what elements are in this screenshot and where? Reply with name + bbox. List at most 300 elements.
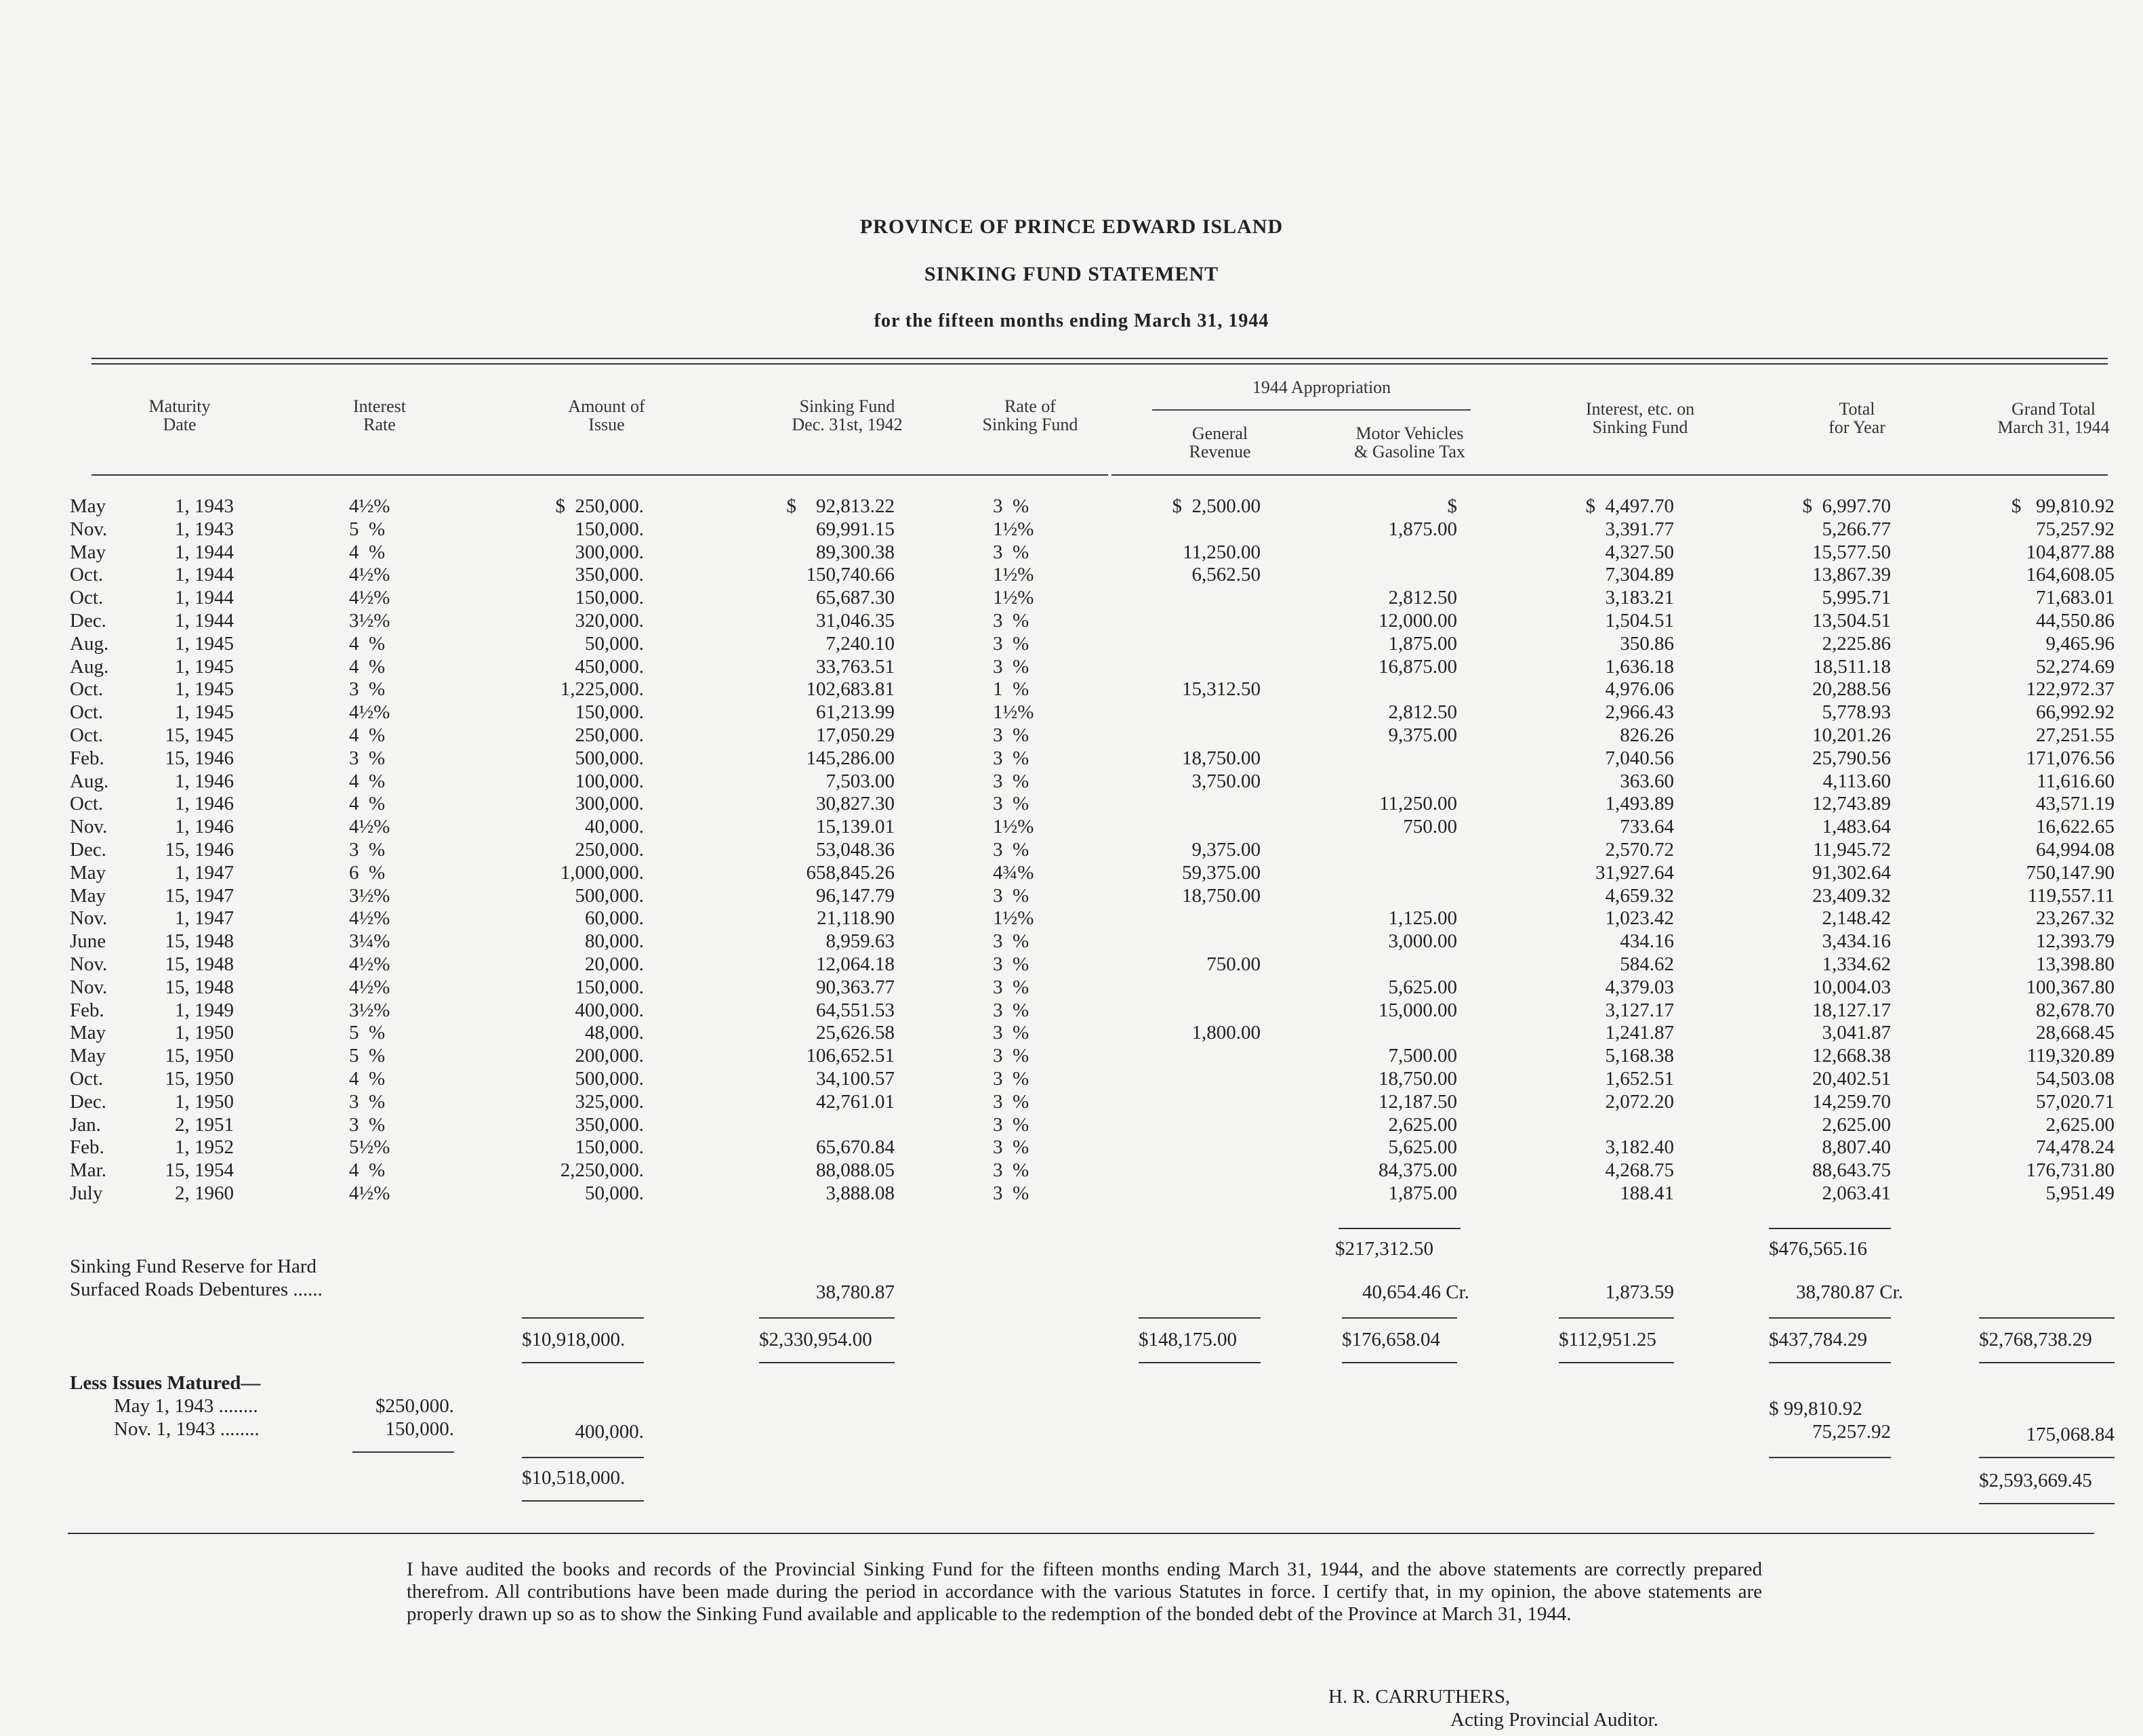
table-row [0, 563, 2143, 586]
cell-general-revenue: 3,750.00 [1191, 770, 1261, 792]
less-total-item1: $ 99,810.92 [1769, 1398, 1862, 1420]
cell-interest: 1,636.18 [1605, 655, 1674, 678]
cell-amount-of-issue: 60,000. [585, 907, 644, 930]
cell-rate-of-sinking: 1½% [993, 587, 1034, 609]
total-underline-motor [1342, 1362, 1457, 1363]
cell-interest: 4,327.50 [1605, 541, 1674, 563]
cell-interest: 4,659.32 [1605, 884, 1674, 907]
auditor-title: Acting Provincial Auditor. [1450, 1709, 1658, 1731]
table-row [0, 770, 2143, 793]
cell-maturity-day: 1, 1945 [175, 701, 234, 724]
cell-motor-vehicles: 2,812.50 [1388, 587, 1457, 609]
cell-maturity-month: May [70, 541, 106, 563]
less-amount-rule [522, 1457, 644, 1458]
cell-grand-total: 44,550.86 [2036, 610, 2115, 632]
cell-rate-of-sinking: 3 % [993, 1045, 1029, 1067]
reserve-motor-vehicles: 40,654.46 Cr. [1362, 1281, 1469, 1303]
cell-amount-of-issue: 50,000. [585, 1182, 644, 1204]
table-row [0, 999, 2143, 1022]
total-for-year: $437,784.29 [1769, 1329, 1867, 1350]
cell-motor-vehicles: 9,375.00 [1388, 724, 1457, 746]
cell-maturity-day: 1, 1943 [175, 495, 234, 517]
cell-maturity-day: 2, 1951 [175, 1113, 234, 1136]
cell-interest: 4,379.03 [1605, 976, 1674, 998]
cell-interest: 350.86 [1620, 632, 1674, 655]
subtotal-total-for-year: $476,565.16 [1769, 1238, 1867, 1260]
cell-maturity-day: 15, 1948 [165, 976, 234, 998]
cell-rate-of-sinking: 3 % [993, 632, 1029, 655]
total-underline-general [1139, 1362, 1261, 1363]
cell-interest-rate: 3 % [349, 1113, 386, 1136]
cell-maturity-day: 2, 1960 [175, 1182, 234, 1204]
cell-maturity-month: May [70, 495, 106, 517]
cell-interest: 434.16 [1620, 930, 1674, 953]
cell-motor-vehicles: 1,875.00 [1388, 518, 1457, 540]
cell-general-revenue: 750.00 [1206, 953, 1261, 975]
table-row [0, 930, 2143, 953]
total-motor-vehicles: $176,658.04 [1342, 1329, 1440, 1350]
header-amount-of-issue: Amount of Issue [568, 396, 645, 434]
header-bottom-rule [91, 474, 1108, 476]
cell-interest: 1,504.51 [1605, 610, 1674, 632]
cell-rate-of-sinking: 3 % [993, 770, 1029, 792]
cell-rate-of-sinking: 3 % [993, 1159, 1029, 1182]
table-row [0, 1044, 2143, 1067]
cell-interest-rate: 4½% [349, 701, 390, 724]
cell-motor-vehicles: 7,500.00 [1388, 1045, 1457, 1067]
total-interest: $112,951.25 [1559, 1329, 1656, 1350]
cell-interest-rate: 4 % [349, 632, 386, 655]
cell-grand-total: 82,678.70 [2036, 999, 2115, 1021]
cell-sinking-fund: 21,118.90 [817, 907, 895, 930]
cell-amount-of-issue: 150,000. [575, 976, 644, 998]
cell-motor-vehicles: 84,375.00 [1379, 1159, 1457, 1182]
total-rule-grand [1979, 1317, 2115, 1319]
cell-sinking-fund: 145,286.00 [806, 747, 895, 769]
cell-rate-of-sinking: 3 % [993, 655, 1029, 678]
cell-total-for-year: 2,063.41 [1822, 1182, 1891, 1204]
cell-interest: 1,023.42 [1605, 907, 1674, 930]
cell-maturity-day: 15, 1946 [165, 747, 234, 769]
header-bottom-rule-right [1111, 474, 2108, 476]
table-row [0, 724, 2143, 747]
cell-maturity-day: 1, 1952 [175, 1136, 234, 1159]
statement-period: for the fifteen months ending March 31, 1944 [874, 310, 1269, 331]
cell-motor-vehicles: $ [1447, 495, 1457, 517]
table-row [0, 586, 2143, 609]
cell-interest-rate: 5 % [349, 518, 386, 540]
cell-interest-rate: 4½% [349, 1182, 390, 1204]
cell-rate-of-sinking: 3 % [993, 1022, 1029, 1044]
cell-interest-rate: 4½% [349, 953, 390, 975]
cell-interest-rate: 3½% [349, 999, 390, 1021]
cell-interest-rate: 5 % [349, 1045, 386, 1067]
cell-sinking-fund: 65,687.30 [816, 587, 895, 609]
cell-total-for-year: 11,945.72 [1813, 839, 1891, 861]
cell-interest: 1,493.89 [1605, 793, 1674, 815]
cell-maturity-month: Oct. [70, 678, 104, 701]
net-grand-underline [1979, 1503, 2115, 1504]
cell-rate-of-sinking: 3 % [993, 1113, 1029, 1136]
total-sinking-fund: $2,330,954.00 [759, 1329, 872, 1350]
less-amount: 400,000. [575, 1421, 644, 1443]
table-row [0, 1159, 2143, 1182]
total-underline-amount [522, 1362, 644, 1363]
cell-interest-rate: 4½% [349, 976, 390, 998]
table-row [0, 541, 2143, 564]
cell-total-for-year: 15,577.50 [1812, 541, 1891, 563]
cell-rate-of-sinking: 3 % [993, 793, 1029, 815]
cell-maturity-day: 1, 1943 [175, 518, 234, 540]
cell-motor-vehicles: 5,625.00 [1388, 1136, 1457, 1159]
header-interest-rate: Interest Rate [353, 396, 406, 434]
cell-maturity-day: 15, 1948 [165, 930, 234, 953]
cell-maturity-month: Oct. [70, 587, 104, 609]
cell-grand-total: 11,616.60 [2037, 770, 2115, 792]
cell-maturity-month: Oct. [70, 724, 104, 746]
cell-interest: 1,652.51 [1605, 1068, 1674, 1090]
cell-motor-vehicles: 18,750.00 [1379, 1068, 1457, 1090]
total-grand: $2,768,738.29 [1979, 1329, 2092, 1350]
cell-grand-total: 57,020.71 [2036, 1090, 2115, 1113]
cell-maturity-month: Nov. [70, 518, 108, 540]
table-row [0, 1067, 2143, 1090]
cell-motor-vehicles: 12,187.50 [1379, 1090, 1457, 1113]
cell-maturity-month: May [70, 1045, 106, 1067]
table-row [0, 976, 2143, 999]
cell-maturity-day: 1, 1946 [175, 793, 234, 815]
cell-grand-total: 23,267.32 [2036, 907, 2115, 930]
cell-sinking-fund: 88,088.05 [816, 1159, 895, 1182]
cell-interest: 363.60 [1620, 770, 1674, 792]
cell-maturity-day: 1, 1946 [175, 770, 234, 792]
cell-total-for-year: 20,288.56 [1812, 678, 1891, 701]
cell-interest-rate: 3¼% [349, 930, 390, 953]
cell-maturity-day: 1, 1950 [175, 1090, 234, 1113]
cell-motor-vehicles: 12,000.00 [1379, 610, 1457, 632]
cell-interest-rate: 3 % [349, 1090, 386, 1113]
cell-rate-of-sinking: 1½% [993, 518, 1034, 540]
less-total-rule [1769, 1457, 1891, 1458]
cell-sinking-fund: 90,363.77 [816, 976, 895, 998]
cell-rate-of-sinking: 1½% [993, 816, 1034, 838]
cell-total-for-year: 13,504.51 [1812, 610, 1891, 632]
cell-amount-of-issue: 40,000. [585, 816, 644, 838]
cell-general-revenue: 11,250.00 [1183, 541, 1261, 563]
cell-motor-vehicles: 2,812.50 [1388, 701, 1457, 724]
cell-maturity-day: 15, 1954 [165, 1159, 234, 1182]
table-row [0, 518, 2143, 541]
cell-grand-total: 2,625.00 [2045, 1113, 2115, 1136]
cell-total-for-year: 5,266.77 [1822, 518, 1891, 540]
less-grand-total: 175,068.84 [2026, 1424, 2115, 1445]
cell-motor-vehicles: 16,875.00 [1379, 655, 1457, 678]
cell-sinking-fund: 33,763.51 [816, 655, 895, 678]
cell-total-for-year: 91,302.64 [1812, 861, 1891, 884]
cell-maturity-day: 15, 1950 [165, 1045, 234, 1067]
cell-sinking-fund: 25,626.58 [816, 1022, 895, 1044]
cell-amount-of-issue: 400,000. [575, 999, 644, 1021]
cell-rate-of-sinking: 3 % [993, 839, 1029, 861]
cell-general-revenue: $ 2,500.00 [1172, 495, 1261, 517]
cell-amount-of-issue: 325,000. [575, 1090, 644, 1113]
cell-maturity-month: Aug. [70, 655, 109, 678]
appropriation-rule [1152, 409, 1471, 411]
cell-rate-of-sinking: 3 % [993, 747, 1029, 769]
cell-maturity-day: 1, 1944 [175, 610, 234, 632]
cell-grand-total: 104,877.88 [2026, 541, 2115, 563]
cell-maturity-day: 15, 1945 [165, 724, 234, 746]
cell-interest-rate: 4½% [349, 587, 390, 609]
cell-maturity-month: Feb. [70, 1136, 104, 1159]
cell-maturity-month: Nov. [70, 976, 108, 998]
cell-general-revenue: 6,562.50 [1191, 564, 1261, 586]
less-total-item2: 75,257.92 [1812, 1421, 1891, 1443]
cell-sinking-fund: 42,761.01 [816, 1090, 895, 1113]
cell-maturity-month: Feb. [70, 999, 104, 1021]
cell-maturity-month: July [70, 1182, 103, 1204]
reserve-sinking-fund: 38,780.87 [816, 1281, 895, 1303]
total-rule-interest [1559, 1317, 1674, 1319]
cell-total-for-year: 88,643.75 [1812, 1159, 1891, 1182]
cell-interest: 3,391.77 [1605, 518, 1674, 540]
cell-interest: 3,127.17 [1605, 999, 1674, 1021]
cell-grand-total: 164,608.05 [2026, 564, 2115, 586]
cell-interest: 4,268.75 [1605, 1159, 1674, 1182]
cell-sinking-fund: 64,551.53 [816, 999, 895, 1021]
cell-sinking-fund: 3,888.08 [825, 1182, 895, 1204]
cell-amount-of-issue: 250,000. [575, 839, 644, 861]
cell-interest: 7,304.89 [1605, 564, 1674, 586]
cell-total-for-year: 4,113.60 [1822, 770, 1891, 792]
net-grand-total: $2,593,669.45 [1979, 1470, 2092, 1491]
cell-maturity-month: Jan. [70, 1113, 101, 1136]
cell-motor-vehicles: 5,625.00 [1388, 976, 1457, 998]
cell-interest-rate: 4 % [349, 655, 386, 678]
net-amount-underline [522, 1500, 644, 1502]
cell-maturity-day: 1, 1950 [175, 1022, 234, 1044]
cell-interest-rate: 6 % [349, 861, 386, 884]
cell-sinking-fund: 65,670.84 [816, 1136, 895, 1159]
cell-total-for-year: 1,483.64 [1822, 816, 1891, 838]
reserve-label-line2: Surfaced Roads Debentures ...... [70, 1279, 323, 1300]
cell-grand-total: 27,251.55 [2036, 724, 2115, 746]
cell-maturity-day: 1, 1945 [175, 632, 234, 655]
cell-interest: 826.26 [1620, 724, 1674, 746]
less-item2-label: Nov. 1, 1943 ........ [114, 1418, 260, 1440]
less-item2-value: 150,000. [385, 1418, 454, 1440]
cell-grand-total: 5,951.49 [2045, 1182, 2115, 1204]
cell-grand-total: 64,994.08 [2036, 839, 2115, 861]
cell-interest-rate: 4½% [349, 564, 390, 586]
cell-amount-of-issue: 500,000. [575, 747, 644, 769]
cell-interest-rate: 4 % [349, 1159, 386, 1182]
cell-amount-of-issue: 1,225,000. [560, 678, 644, 701]
cell-interest-rate: 4½% [349, 495, 390, 517]
table-row [0, 953, 2143, 976]
cell-maturity-month: May [70, 861, 106, 884]
cell-amount-of-issue: 320,000. [575, 610, 644, 632]
cell-amount-of-issue: 450,000. [575, 655, 644, 678]
table-row [0, 495, 2143, 518]
cell-interest: $ 4,497.70 [1585, 495, 1674, 517]
cell-grand-total: 43,571.19 [2036, 793, 2115, 815]
cell-sinking-fund: 96,147.79 [816, 884, 895, 907]
cell-motor-vehicles: 1,125.00 [1388, 907, 1457, 930]
cell-sinking-fund: 53,048.36 [816, 839, 895, 861]
header-total-for-year: Total for Year [1829, 399, 1885, 437]
cell-rate-of-sinking: 3 % [993, 1136, 1029, 1159]
subtotal-rule-total [1769, 1228, 1891, 1229]
subtotal-rule-motor [1339, 1228, 1461, 1229]
header-motor-vehicles: Motor Vehicles & Gasoline Tax [1354, 423, 1465, 461]
cell-total-for-year: 3,434.16 [1822, 930, 1891, 953]
top-rule [91, 358, 2108, 359]
cell-general-revenue: 9,375.00 [1191, 839, 1261, 861]
subtotal-motor-vehicles: $217,312.50 [1335, 1238, 1433, 1260]
cell-rate-of-sinking: 1 % [993, 678, 1029, 701]
table-row [0, 747, 2143, 770]
table-row [0, 1090, 2143, 1113]
bottom-rule [68, 1533, 2094, 1534]
less-items-rule [352, 1451, 454, 1453]
cell-maturity-month: May [70, 884, 106, 907]
cell-maturity-month: Oct. [70, 564, 104, 586]
cell-amount-of-issue: 500,000. [575, 1068, 644, 1090]
cell-maturity-month: Dec. [70, 1090, 106, 1113]
cell-sinking-fund: 102,683.81 [806, 678, 895, 701]
cell-sinking-fund: 106,652.51 [806, 1045, 895, 1067]
cell-interest-rate: 4 % [349, 793, 386, 815]
total-underline-interest [1559, 1362, 1674, 1363]
cell-rate-of-sinking: 3 % [993, 999, 1029, 1021]
cell-motor-vehicles: 1,875.00 [1388, 632, 1457, 655]
table-row [0, 609, 2143, 632]
less-grand-rule [1979, 1457, 2115, 1458]
cell-sinking-fund: 7,240.10 [825, 632, 895, 655]
less-heading: Less Issues Matured— [70, 1372, 261, 1394]
cell-amount-of-issue: 150,000. [575, 1136, 644, 1159]
cell-total-for-year: 23,409.32 [1812, 884, 1891, 907]
cell-interest-rate: 3 % [349, 678, 386, 701]
table-row [0, 1182, 2143, 1205]
cell-total-for-year: 5,778.93 [1822, 701, 1891, 724]
cell-maturity-day: 1, 1944 [175, 564, 234, 586]
cell-interest-rate: 3 % [349, 747, 386, 769]
cell-sinking-fund: 89,300.38 [816, 541, 895, 563]
cell-total-for-year: 8,807.40 [1822, 1136, 1891, 1159]
cell-maturity-month: Oct. [70, 701, 104, 724]
table-row [0, 838, 2143, 861]
cell-maturity-day: 1, 1944 [175, 541, 234, 563]
cell-interest: 3,183.21 [1605, 587, 1674, 609]
cell-rate-of-sinking: 3 % [993, 1090, 1029, 1113]
cell-interest-rate: 4 % [349, 541, 386, 563]
cell-amount-of-issue: 150,000. [575, 587, 644, 609]
cell-interest: 584.62 [1620, 953, 1674, 975]
cell-maturity-day: 1, 1945 [175, 655, 234, 678]
table-row [0, 907, 2143, 930]
cell-grand-total: 119,320.89 [2026, 1045, 2115, 1067]
net-amount-of-issue: $10,518,000. [522, 1467, 626, 1489]
cell-interest-rate: 5½% [349, 1136, 390, 1159]
cell-total-for-year: 10,201.26 [1812, 724, 1891, 746]
cell-maturity-month: Aug. [70, 632, 109, 655]
cell-sinking-fund: 30,827.30 [816, 793, 895, 815]
cell-grand-total: 28,668.45 [2036, 1022, 2115, 1044]
cell-total-for-year: 2,148.42 [1822, 907, 1891, 930]
cell-motor-vehicles: 1,875.00 [1388, 1182, 1457, 1204]
cell-sinking-fund: 15,139.01 [816, 816, 895, 838]
table-row [0, 861, 2143, 884]
cell-grand-total: 9,465.96 [2045, 632, 2115, 655]
cell-sinking-fund: 31,046.35 [816, 610, 895, 632]
cell-total-for-year: 10,004.03 [1812, 976, 1891, 998]
table-row [0, 678, 2143, 701]
total-rule-general [1139, 1317, 1261, 1319]
cell-interest: 3,182.40 [1605, 1136, 1674, 1159]
top-rule-double [91, 363, 2108, 365]
cell-total-for-year: 12,743.89 [1812, 793, 1891, 815]
table-row [0, 792, 2143, 815]
cell-grand-total: 119,557.11 [2027, 884, 2115, 907]
cell-maturity-day: 15, 1948 [165, 953, 234, 975]
cell-maturity-month: May [70, 1022, 106, 1044]
header-grand-total: Grand Total March 31, 1944 [1997, 399, 2110, 437]
cell-interest-rate: 3 % [349, 839, 386, 861]
cell-grand-total: 12,393.79 [2036, 930, 2115, 953]
cell-rate-of-sinking: 3 % [993, 1182, 1029, 1204]
cell-general-revenue: 1,800.00 [1191, 1022, 1261, 1044]
cell-total-for-year: 13,867.39 [1812, 564, 1891, 586]
cell-maturity-month: Nov. [70, 953, 108, 975]
document-title: PROVINCE OF PRINCE EDWARD ISLAND [859, 215, 1284, 238]
cell-general-revenue: 59,375.00 [1182, 861, 1261, 884]
cell-interest-rate: 4 % [349, 1068, 386, 1090]
cell-amount-of-issue: 250,000. [575, 724, 644, 746]
cell-total-for-year: 18,127.17 [1812, 999, 1891, 1021]
cell-rate-of-sinking: 3 % [993, 884, 1029, 907]
cell-sinking-fund: 34,100.57 [816, 1068, 895, 1090]
cell-amount-of-issue: $ 250,000. [555, 495, 644, 517]
cell-maturity-month: Oct. [70, 1068, 104, 1090]
cell-grand-total: 16,622.65 [2036, 816, 2115, 838]
cell-maturity-day: 15, 1950 [165, 1068, 234, 1090]
cell-amount-of-issue: 48,000. [585, 1022, 644, 1044]
total-underline-grand [1979, 1362, 2115, 1363]
cell-motor-vehicles: 2,625.00 [1388, 1113, 1457, 1136]
table-row [0, 815, 2143, 838]
cell-amount-of-issue: 150,000. [575, 701, 644, 724]
cell-amount-of-issue: 80,000. [585, 930, 644, 953]
cell-motor-vehicles: 11,250.00 [1379, 793, 1457, 815]
cell-total-for-year: 1,334.62 [1822, 953, 1891, 975]
cell-sinking-fund: 17,050.29 [816, 724, 895, 746]
cell-general-revenue: 18,750.00 [1182, 747, 1261, 769]
cell-grand-total: 71,683.01 [2036, 587, 2115, 609]
reserve-interest: 1,873.59 [1605, 1281, 1674, 1303]
cell-grand-total: 54,503.08 [2036, 1068, 2115, 1090]
cell-amount-of-issue: 20,000. [585, 953, 644, 975]
table-row [0, 1021, 2143, 1044]
header-appropriation-group: 1944 Appropriation [1252, 377, 1391, 397]
cell-amount-of-issue: 2,250,000. [560, 1159, 644, 1182]
cell-sinking-fund: 658,845.26 [806, 861, 895, 884]
table-row [0, 1136, 2143, 1159]
less-item1-value: $250,000. [375, 1395, 454, 1417]
cell-rate-of-sinking: 3 % [993, 1068, 1029, 1090]
cell-interest-rate: 3½% [349, 610, 390, 632]
